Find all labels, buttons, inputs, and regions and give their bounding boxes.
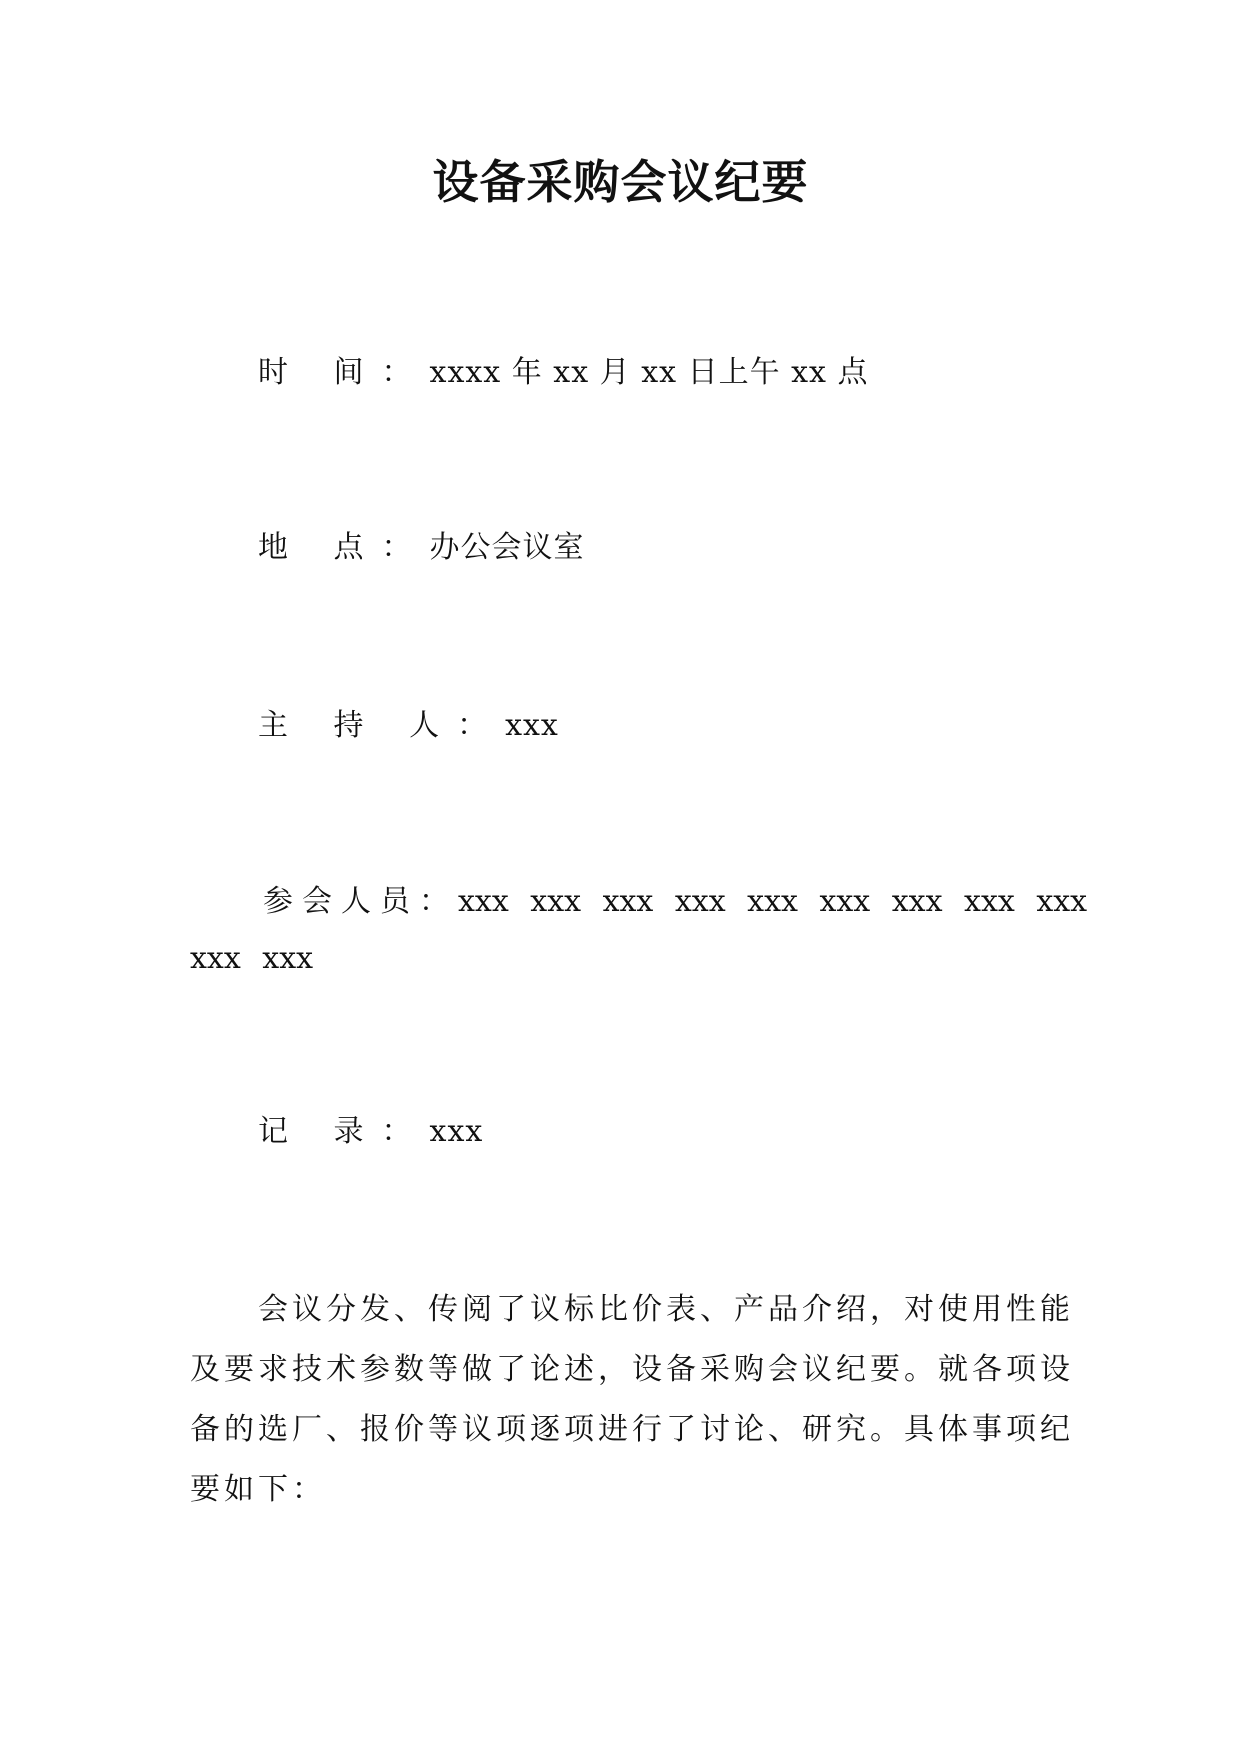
place-field: [258, 526, 585, 570]
body-paragraph: [190, 1280, 1074, 1520]
time-field: [258, 351, 869, 395]
time-value: xxxx 年 xx 月 xx 日上午 xx 点: [429, 355, 869, 390]
paragraph-line: 要如下：: [190, 1472, 326, 1507]
recorder-field: [258, 1110, 483, 1154]
place-value: 办公会议室: [429, 530, 585, 565]
place-label: 地 点：: [258, 530, 430, 565]
host-field: [258, 704, 559, 748]
time-label: 时 间：: [258, 355, 430, 390]
attendees-label: 参会人员：: [263, 884, 458, 919]
attendees-continuation: [190, 937, 313, 981]
document-title: 设备采购会议纪要: [432, 155, 809, 209]
recorder-label: 记 录：: [258, 1114, 430, 1149]
attendees-value-continued: xxx xxx: [190, 941, 314, 976]
attendees-value: xxx xxx xxx xxx xxx xxx xxx xxx xxx: [458, 884, 1088, 919]
paragraph-line: 及要求技术参数等做了论述，设备采购会议纪要。就各项设: [190, 1352, 1074, 1387]
host-label: 主 持 人：: [258, 708, 506, 743]
host-value: xxx: [505, 708, 559, 743]
recorder-value: xxx: [429, 1114, 484, 1149]
paragraph-line: 会议分发、传阅了议标比价表、产品介绍，对使用性能: [258, 1292, 1074, 1327]
paragraph-line: 备的选厂、报价等议项逐项进行了讨论、研究。具体事项纪: [190, 1412, 1074, 1447]
attendees-field: [263, 880, 1087, 924]
